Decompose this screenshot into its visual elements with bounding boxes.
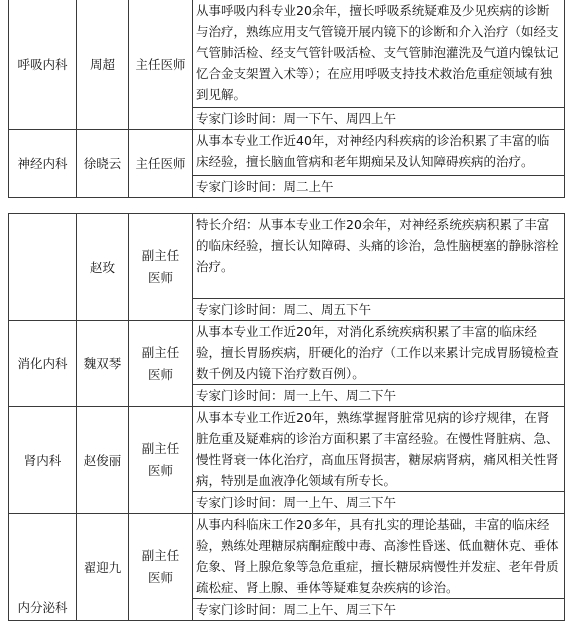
clinic-hours: 专家门诊时间：周二上午、周三下午 — [193, 598, 564, 620]
specialty-description: 从事呼吸内科专业20余年，擅长呼吸系统疑难及少见疾病的诊断与治疗，熟练应用支气管镜开展内镜下的诊断和介入治疗（如经支气管肺活检、经支气管针吸活检、支气管肺泡灌洗及气道内镍钛记忆合金支架置入术等）；在应用呼吸支持技术救治危重症领域有独到见解。 — [196, 3, 559, 102]
description-cell — [193, 0, 565, 130]
doctor-table-bottom — [8, 213, 565, 621]
doctor-title-cell: 主任医师 — [129, 0, 193, 130]
doctor-table-top — [8, 0, 565, 198]
clinic-hours: 专家门诊时间：周一下午、周四上午 — [193, 107, 564, 129]
table-row — [9, 130, 565, 198]
doctor-title-cell: 副主任医师 — [129, 514, 193, 621]
doctor-title-cell: 副主任医师 — [129, 214, 193, 321]
department-cell: 内分泌科 — [9, 514, 77, 621]
specialty-description: 从事本专业工作近40年，对神经内科疾病的诊治积累了丰富的临床经验，擅长脑血管病和老年期痴呆及认知障碍疾病的治疗。 — [196, 133, 550, 169]
specialty-description: 特长介绍：从事本专业工作20余年，对神经系统疾病积累了丰富的临床经验，擅长认知障碍、头痛的诊治，急性脑梗塞的静脉溶栓治疗。 — [196, 217, 559, 274]
clinic-hours: 专家门诊时间：周一上午、周二下午 — [193, 384, 564, 406]
table-row — [9, 0, 565, 130]
doctor-title-cell: 副主任医师 — [129, 321, 193, 407]
doctor-name-cell: 赵玫 — [77, 214, 129, 321]
description-cell — [193, 321, 565, 407]
doctor-title-cell: 主任医师 — [129, 130, 193, 198]
description-cell — [193, 214, 565, 321]
clinic-hours: 专家门诊时间：周一上午、周三下午 — [193, 491, 564, 513]
description-cell — [193, 130, 565, 198]
department-cell — [9, 214, 77, 321]
table-row — [9, 321, 565, 407]
doctor-name-cell: 赵俊丽 — [77, 407, 129, 514]
doctor-name-cell: 魏双琴 — [77, 321, 129, 407]
clinic-hours: 专家门诊时间：周二、周五下午 — [193, 298, 564, 320]
doctor-name-cell: 翟迎九 — [77, 514, 129, 621]
specialty-description: 从事本专业工作近20年，熟练掌握肾脏常见病的诊疗规律，在肾脏危重及疑难病的诊治方面积累了丰富经验。在慢性肾脏病、急、慢性肾衰一体化治疗，高血压肾损害，糖尿病肾病，痛风相关性肾病，特别是血液净化领域有所专长。 — [196, 410, 559, 488]
department-cell: 肾内科 — [9, 407, 77, 514]
table-row — [9, 214, 565, 321]
doctor-name-cell: 徐晓云 — [77, 130, 129, 198]
department-cell: 消化内科 — [9, 321, 77, 407]
doctor-title-cell: 副主任医师 — [129, 407, 193, 514]
specialty-description: 从事本专业工作近20年，对消化系统疾病积累了丰富的临床经验，擅长胃肠疾病，肝硬化的治疗（工作以来累计完成胃肠镜检查数千例及内镜下治疗数百例）。 — [196, 324, 559, 381]
clinic-hours: 专家门诊时间：周二上午 — [193, 175, 564, 197]
table-row — [9, 407, 565, 514]
doctor-name-cell: 周超 — [77, 0, 129, 130]
description-cell — [193, 514, 565, 621]
table-row — [9, 514, 565, 621]
description-cell — [193, 407, 565, 514]
department-cell: 呼吸内科 — [9, 0, 77, 130]
department-cell: 神经内科 — [9, 130, 77, 198]
specialty-description: 从事内科临床工作20多年，具有扎实的理论基础，丰富的临床经验，熟练处理糖尿病酮症酸中毒、高渗性昏迷、低血糖休克、垂体危象、肾上腺危象等急危重症，擅长糖尿病慢性并发症、老年骨质疏松症、肾上腺、垂体等疑难复杂疾病的诊治。 — [196, 517, 559, 595]
